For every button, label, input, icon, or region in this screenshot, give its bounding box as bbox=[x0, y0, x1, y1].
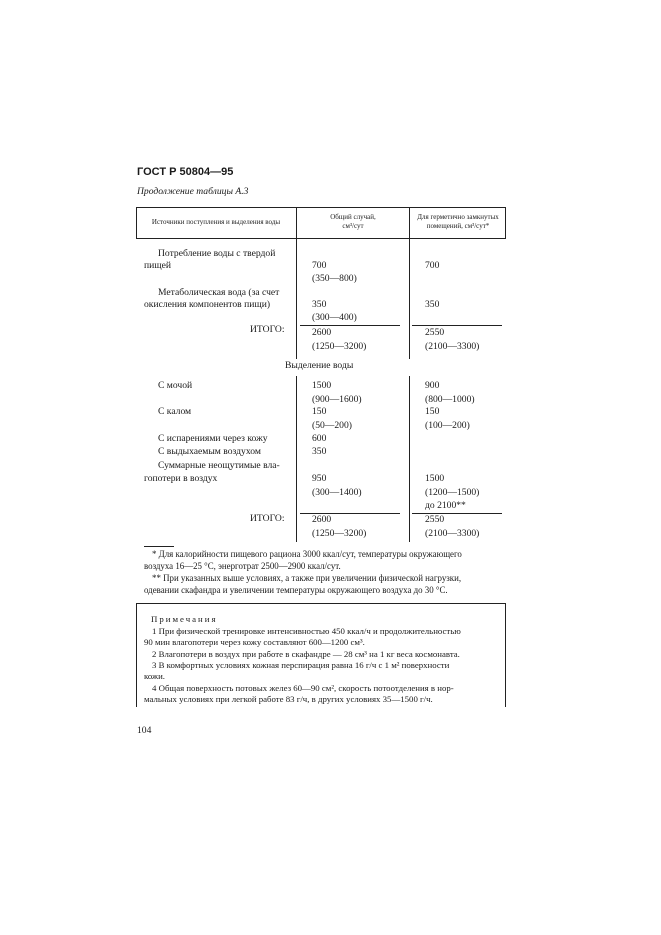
row-urine-general-range: (900—1600) bbox=[312, 394, 362, 405]
total1-general-range: (1250—3200) bbox=[312, 341, 367, 352]
notes-top-rule bbox=[136, 603, 506, 604]
total1-rule-sealed bbox=[412, 325, 502, 326]
total2-general-range: (1250—3200) bbox=[312, 528, 367, 539]
table-column-divider-1b bbox=[296, 376, 297, 542]
table-column-divider-2b bbox=[409, 376, 410, 542]
note-3-line2: кожи. bbox=[144, 671, 165, 681]
total2-sealed-range: (2100—3300) bbox=[425, 528, 480, 539]
footnote-1-line2: воздуха 16—25 °С, энерготрат 2500—2900 ккал/сут. bbox=[144, 561, 341, 571]
column-header-sealed bbox=[411, 213, 505, 231]
row-insensible-general: 950 bbox=[312, 473, 327, 484]
footnote-2-line2: одевании скафандра и увеличении температуры окружающего воздуха до 30 °С. bbox=[144, 585, 448, 595]
total1-sealed-range: (2100—3300) bbox=[425, 341, 480, 352]
row-feces-general: 150 bbox=[312, 406, 327, 417]
row-metabolic-sealed: 350 bbox=[425, 299, 440, 310]
row-urine-sealed-range: (800—1000) bbox=[425, 394, 475, 405]
row-breath-general: 350 bbox=[312, 446, 327, 457]
total2-label: ИТОГО: bbox=[250, 513, 285, 524]
total2-sealed: 2550 bbox=[425, 514, 445, 525]
note-4-line1: 4 Общая поверхность потовых желез 60—90 см², скорость потоотделения в нор- bbox=[152, 683, 454, 693]
table-header-rule bbox=[136, 238, 506, 239]
column-header-source: Источники поступления и выделения воды bbox=[151, 218, 281, 226]
row-skin-label: С испарениями через кожу bbox=[158, 433, 268, 444]
note-1-line2: 90 мин влагопотери через кожу составляют 600—1200 см³. bbox=[144, 637, 365, 647]
table-top-rule bbox=[136, 207, 506, 208]
row-solid-food-label-2: пищей bbox=[144, 260, 172, 271]
row-metabolic-general-range: (300—400) bbox=[312, 312, 357, 323]
row-insensible-label-2: гопотери в воздух bbox=[144, 473, 218, 484]
row-insensible-sealed: 1500 bbox=[425, 473, 445, 484]
row-breath-label: С выдыхаемым воздухом bbox=[158, 446, 261, 457]
table-left-border bbox=[136, 207, 137, 238]
row-metabolic-label-2: окисления компонентов пищи) bbox=[144, 299, 271, 310]
total2-general: 2600 bbox=[312, 514, 332, 525]
note-4-line2: мальных условиях при легкой работе 83 г/ч, в других условиях 35—1500 г/ч. bbox=[144, 694, 433, 704]
standard-number: ГОСТ Р 50804—95 bbox=[137, 166, 234, 178]
table-column-divider-1 bbox=[296, 207, 297, 359]
column-header-general-line1: Общий случай, bbox=[330, 213, 376, 221]
row-feces-sealed-range: (100—200) bbox=[425, 420, 470, 431]
page-number: 104 bbox=[137, 725, 152, 736]
footnote-separator bbox=[144, 546, 174, 547]
table-right-border bbox=[505, 207, 506, 238]
column-header-general bbox=[298, 213, 408, 231]
total1-sealed: 2550 bbox=[425, 327, 445, 338]
row-urine-label: С мочой bbox=[158, 380, 193, 391]
footnote-1-line1: * Для калорийности пищевого рациона 3000 ккал/сут, температуры окружающего bbox=[152, 549, 462, 559]
row-insensible-sealed-range: (1200—1500) bbox=[425, 487, 480, 498]
row-feces-sealed: 150 bbox=[425, 406, 440, 417]
column-header-sealed-line2: помещений, см³/сут* bbox=[426, 222, 490, 230]
row-solid-food-label-1: Потребление воды с твердой bbox=[158, 248, 276, 259]
total1-rule-general bbox=[300, 325, 400, 326]
table-continuation-label: Продолжение таблицы А.3 bbox=[137, 186, 249, 197]
excretion-section-title: Выделение воды bbox=[285, 360, 354, 371]
row-solid-food-sealed: 700 bbox=[425, 260, 440, 271]
column-header-sealed-line1: Для герметично замкнутых bbox=[417, 213, 499, 221]
total1-label: ИТОГО: bbox=[250, 324, 285, 335]
notes-left-border bbox=[136, 603, 137, 707]
row-solid-food-general-range: (350—800) bbox=[312, 273, 357, 284]
notes-title: Примечания bbox=[151, 614, 218, 624]
row-skin-general: 600 bbox=[312, 433, 327, 444]
total1-general: 2600 bbox=[312, 327, 332, 338]
row-solid-food-general: 700 bbox=[312, 260, 327, 271]
notes-right-border bbox=[505, 603, 506, 707]
row-insensible-sealed-max: до 2100** bbox=[425, 500, 466, 511]
note-3-line1: 3 В комфортных условиях кожная перспирация равна 16 г/ч с 1 м² поверхности bbox=[152, 660, 450, 670]
row-feces-label: С калом bbox=[158, 406, 192, 417]
row-feces-general-range: (50—200) bbox=[312, 420, 352, 431]
column-header-general-line2: см³/сут bbox=[342, 222, 364, 230]
row-insensible-general-range: (300—1400) bbox=[312, 487, 362, 498]
row-metabolic-general: 350 bbox=[312, 299, 327, 310]
row-urine-general: 1500 bbox=[312, 380, 332, 391]
table-column-divider-2 bbox=[409, 207, 410, 359]
note-1-line1: 1 При физической тренировке интенсивностью 450 ккал/ч и продолжительностью bbox=[152, 626, 461, 636]
row-insensible-label-1: Суммарные неощутимые вла- bbox=[158, 460, 280, 471]
row-urine-sealed: 900 bbox=[425, 380, 440, 391]
note-2: 2 Влагопотери в воздух при работе в скафандре — 28 см³ на 1 кг веса космонавта. bbox=[152, 649, 460, 659]
footnote-2-line1: ** При указанных выше условиях, а также при увеличении физической нагрузки, bbox=[152, 573, 462, 583]
row-metabolic-label-1: Метаболическая вода (за счет bbox=[158, 287, 280, 298]
